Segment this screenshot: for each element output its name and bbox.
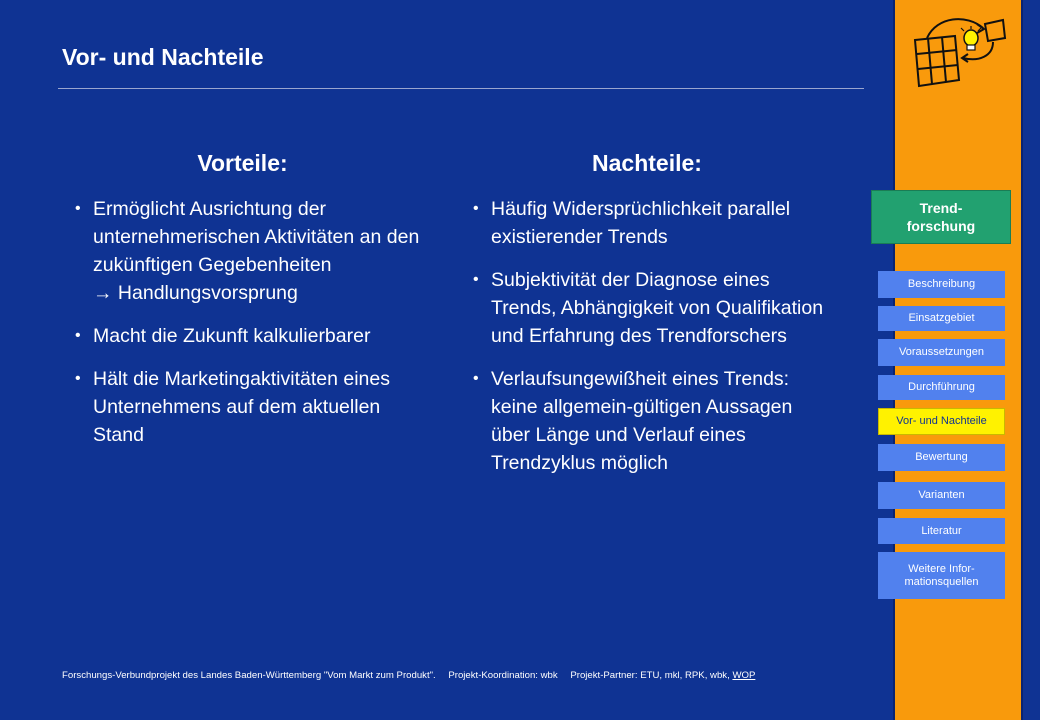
trend-forschung-section: Trend- forschung — [871, 190, 1011, 244]
advantage-item — [75, 195, 420, 307]
footer-partners: Projekt-Partner: ETU, mkl, RPK, wbk, — [570, 670, 730, 681]
bullet-icon: • — [75, 200, 81, 217]
nav-beschreibung-button[interactable]: Beschreibung — [878, 271, 1005, 298]
advantage-item — [75, 365, 420, 449]
nav-vor-und-nachteile-button[interactable]: Vor- und Nachteile — [878, 408, 1005, 435]
footer-project: Forschungs-Verbundprojekt des Landes Baden-Württemberg "Vom Markt zum Produkt". — [62, 670, 436, 681]
bullet-icon: • — [75, 327, 81, 344]
disadvantages-heading: Nachteile: — [592, 150, 702, 176]
advantage-item — [75, 322, 420, 350]
advantages-heading: Vorteile: — [197, 150, 288, 176]
nav-varianten-button[interactable]: Varianten — [878, 482, 1005, 509]
nav-literatur-button[interactable]: Literatur — [878, 518, 1005, 544]
disadvantage-text: Verlaufsungewißheit eines Trends: keine allgemein-gültigen Aussagen über Länge und Verlauf eines Trendzyklus möglich — [491, 368, 793, 474]
nav-bewertung-button[interactable]: Bewertung — [878, 444, 1005, 471]
footer — [62, 670, 755, 681]
disadvantages-column — [473, 150, 833, 492]
disadvantage-item — [473, 365, 833, 477]
nav-einsatzgebiet-button[interactable]: Einsatzgebiet — [878, 306, 1005, 331]
advantage-subtext: → Handlungsvorsprung — [93, 282, 298, 304]
bullet-icon: • — [75, 370, 81, 387]
bullet-icon: • — [473, 200, 479, 217]
advantages-list — [75, 195, 420, 449]
disadvantage-text: Subjektivität der Diagnose eines Trends, Abhängigkeit von Qualifikation und Erfahrung des Trendforschers — [491, 269, 824, 347]
advantages-column — [75, 150, 420, 464]
grid-lightbulb-logo-icon — [907, 14, 1009, 94]
title-divider — [58, 88, 864, 89]
nav-durchfuehrung-button[interactable]: Durchführung — [878, 375, 1005, 400]
footer-coordination: Projekt-Koordination: wbk — [448, 670, 558, 681]
nav-voraussetzungen-button[interactable]: Voraussetzungen — [878, 339, 1005, 366]
page-title: Vor- und Nachteile — [62, 44, 264, 70]
disadvantage-item — [473, 266, 833, 350]
disadvantage-text: Häufig Widersprüchlichkeit parallel existierender Trends — [491, 198, 791, 248]
advantage-text: Ermöglicht Ausrichtung der unternehmerischen Aktivitäten an den zukünftigen Gegebenheiten — [93, 198, 420, 276]
disadvantages-list — [473, 195, 833, 477]
advantage-text: Macht die Zukunft kalkulierbarer — [93, 325, 371, 347]
nav-weitere-informationsquellen-button[interactable]: Weitere Infor- mationsquellen — [878, 552, 1005, 599]
bullet-icon: • — [473, 370, 479, 387]
disadvantage-item — [473, 195, 833, 251]
footer-wop-link[interactable]: WOP — [732, 670, 756, 681]
advantage-text: Hält die Marketingaktivitäten eines Unternehmens auf dem aktuellen Stand — [93, 368, 390, 446]
bullet-icon: • — [473, 271, 479, 288]
